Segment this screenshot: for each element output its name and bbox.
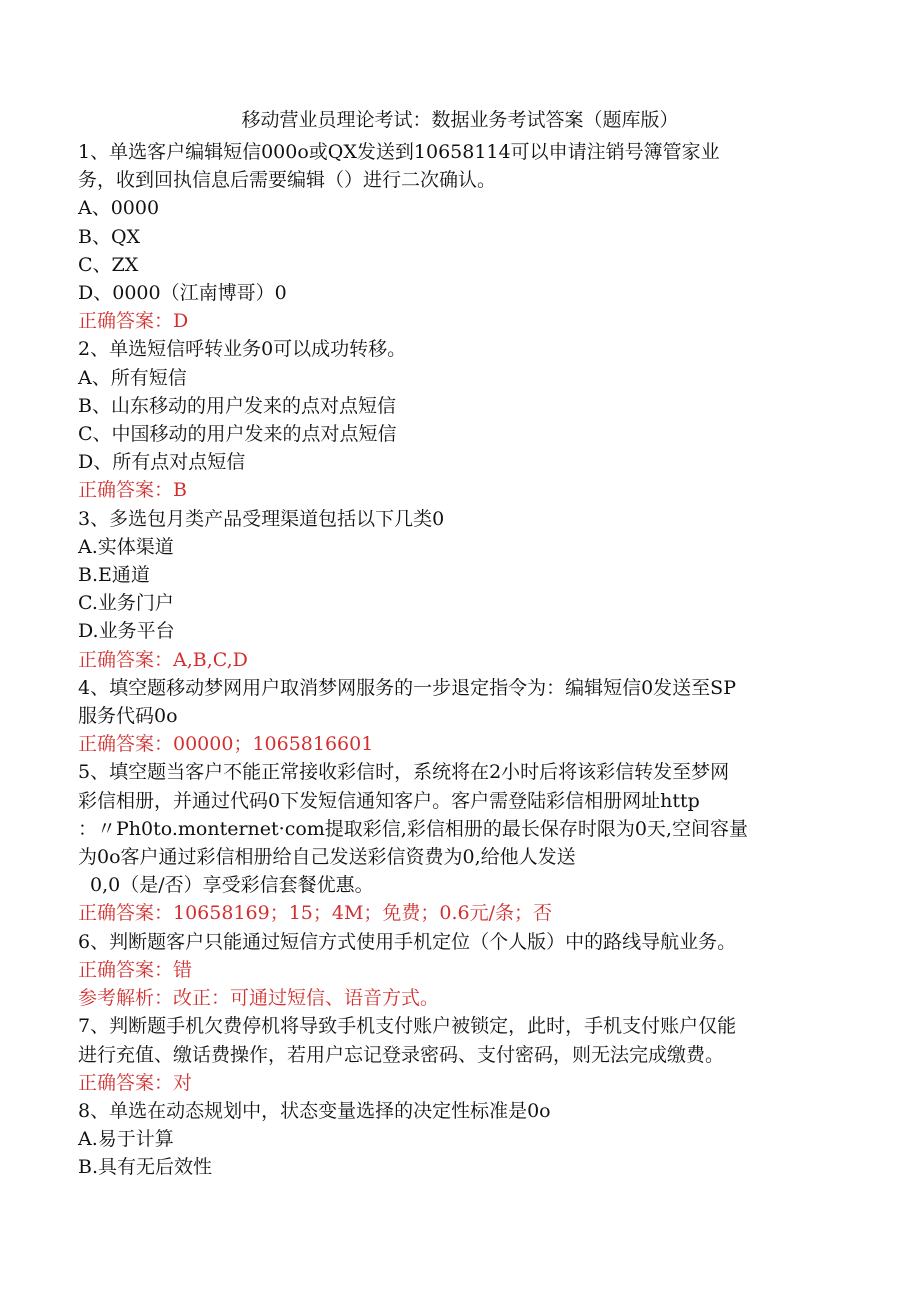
- question-line: 4、填空题移动梦网用户取消梦网服务的一步退定指令为：编辑短信0发送至SP: [78, 676, 736, 699]
- question-line: 进行充值、缴话费操作，若用户忘记登录密码、支付密码，则无法完成缴费。: [78, 1043, 725, 1066]
- question-line: 2、单选短信呼转业务0可以成功转移。: [78, 338, 407, 361]
- question-line: 1、单选客户编辑短信000o或QX发送到10658114可以申请注销号簿管家业: [78, 141, 720, 163]
- answer-line: 正确答案：A,B,C,D: [78, 648, 248, 671]
- option-line: A.实体渠道: [78, 535, 174, 558]
- page-title: 移动营业员理论考试：数据业务考试答案（题库版）: [241, 109, 679, 131]
- question-line: 8、单选在动态规划中，状态变量选择的决定性标准是0o: [78, 1099, 551, 1122]
- option-line: A.易于计算: [78, 1128, 174, 1151]
- question-line: 服务代码0o: [78, 705, 178, 728]
- answer-line: 正确答案：错: [78, 958, 193, 981]
- option-line: B.具有无后效性: [78, 1156, 213, 1179]
- question-line: 5、填空题当客户不能正常接收彩信时，系统将在2小时后将该彩信转发至梦网: [78, 761, 730, 784]
- option-line: A、0000: [78, 197, 160, 220]
- document-body: [78, 138, 848, 1182]
- question-line: 为0o客户通过彩信相册给自己发送彩信资费为0,给他人发送: [78, 846, 576, 869]
- question-line: 0,0（是/否）享受彩信套餐优惠。: [90, 874, 374, 897]
- question-line: 彩信相册，并通过代码0下发短信通知客户。客户需登陆彩信相册网址http: [78, 789, 700, 812]
- option-line: B、QX: [78, 225, 141, 248]
- answer-line: 正确答案：00000；1065816601: [78, 733, 374, 756]
- analysis-line: 参考解析：改正：可通过短信、语音方式。: [78, 987, 440, 1010]
- question-line: 务，收到回执信息后需要编辑（）进行二次确认。: [78, 169, 497, 192]
- option-line: C.业务门户: [78, 592, 174, 615]
- question-line: 3、多选包月类产品受理渠道包括以下几类0: [78, 507, 445, 530]
- option-line: B.E通道: [78, 564, 150, 587]
- option-line: A、所有短信: [78, 366, 187, 389]
- option-line: C、中国移动的用户发来的点对点短信: [78, 423, 397, 446]
- option-line: D、所有点对点短信: [78, 451, 246, 474]
- answer-line: 正确答案：对: [78, 1071, 193, 1094]
- answer-line: 正确答案：10658169；15；4M；免费；0.6元/条；否: [78, 902, 553, 925]
- option-line: C、ZX: [78, 253, 139, 276]
- answer-line: 正确答案：D: [78, 310, 189, 333]
- question-line: ：〃Ph0to.monternet·com提取彩信,彩信相册的最长保存时限为0天,空间容量: [78, 817, 748, 840]
- question-line: 6、判断题客户只能通过短信方式使用手机定位（个人版）中的路线导航业务。: [78, 930, 737, 953]
- answer-line: 正确答案：B: [78, 479, 187, 502]
- option-line: B、山东移动的用户发来的点对点短信: [78, 394, 396, 417]
- option-line: D、0000（江南博哥）0: [78, 282, 287, 305]
- question-line: 7、判断题手机欠费停机将导致手机支付账户被锁定，此时，手机支付账户仅能: [78, 1015, 737, 1038]
- option-line: D.业务平台: [78, 620, 175, 643]
